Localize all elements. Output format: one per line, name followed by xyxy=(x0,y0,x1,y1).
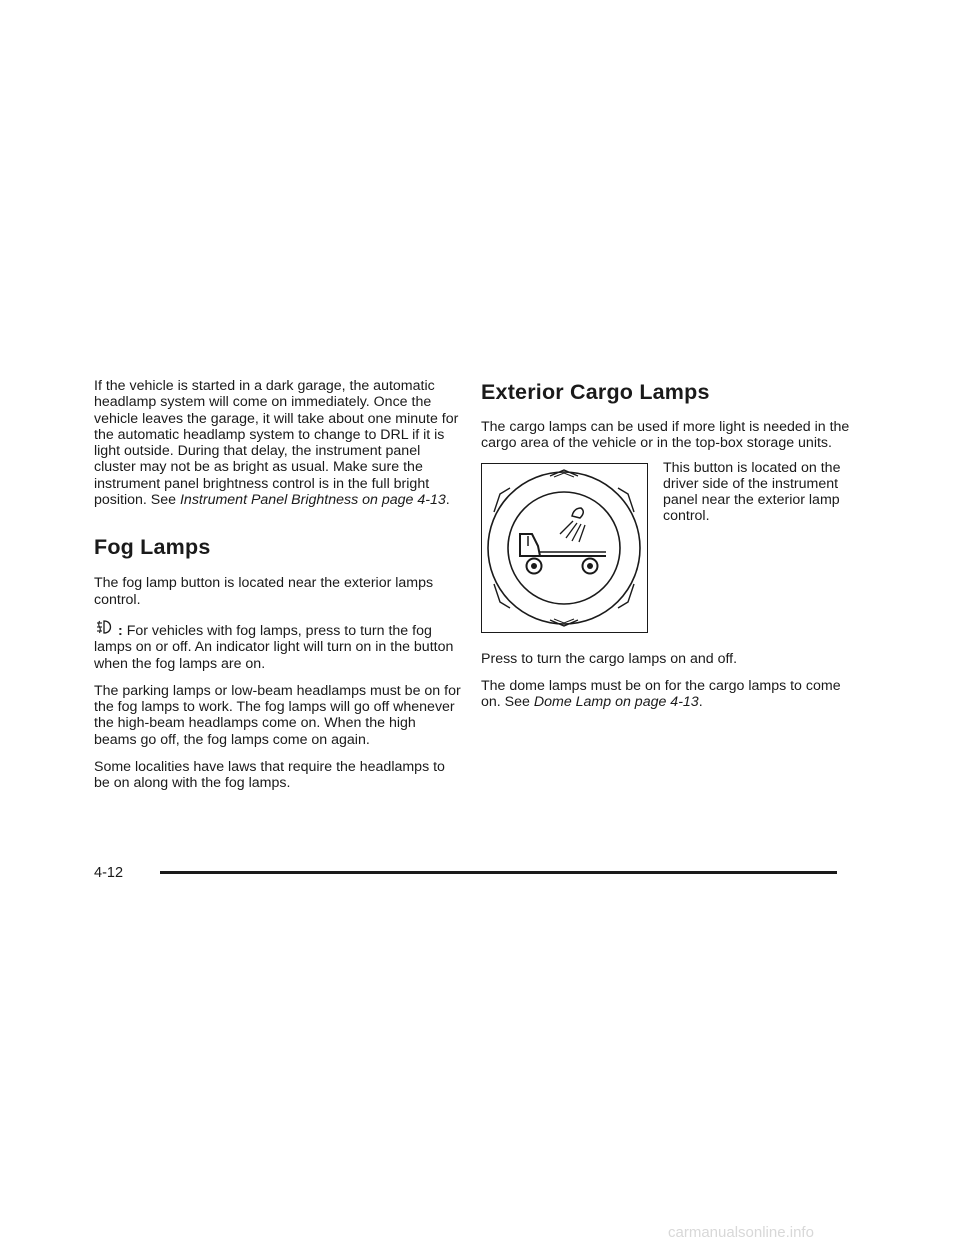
cargo-paragraph-2: Press to turn the cargo lamps on and off. xyxy=(481,650,738,667)
cargo-paragraph-3-end: . xyxy=(698,694,703,711)
cargo-paragraph-1: The cargo lamps can be used if more light is needed in the cargo area of the vehicle or in the top-box storage units. xyxy=(481,419,850,452)
fog-paragraph-2 xyxy=(94,619,462,672)
instrument-panel-brightness-link[interactable]: Instrument Panel Brightness on page 4-13 xyxy=(179,492,446,509)
cargo-paragraph-3-text: The dome lamps must be on for the cargo lamps to come on. See xyxy=(481,677,841,711)
intro-end: . xyxy=(445,492,450,509)
fog-paragraph-1: The fog lamp button is located near the exterior lamps control. xyxy=(94,575,434,608)
right-column xyxy=(481,378,851,721)
fog-lamps-heading: Fog Lamps xyxy=(94,535,211,560)
cargo-lamp-button-figure xyxy=(481,463,648,633)
watermark: carmanualsonline.info xyxy=(668,1224,814,1241)
exterior-cargo-lamps-heading: Exterior Cargo Lamps xyxy=(481,380,710,404)
dome-lamp-link[interactable]: Dome Lamp on page 4-13 xyxy=(533,694,699,711)
intro-paragraph xyxy=(94,378,462,508)
figure-caption: This button is located on the driver side of the instrument panel near the exterior lamp control. xyxy=(663,459,841,525)
fog-paragraph-2-text: For vehicles with fog lamps, press to turn the fog lamps on or off. An indicator light will turn on in the button when the fog lamps are on. xyxy=(94,622,454,672)
fog-paragraph-4: Some localities have laws that require the headlamps to be on along with the fog lamps. xyxy=(94,759,445,792)
fog-colon: : xyxy=(118,622,123,639)
fog-paragraph-3: The parking lamps or low-beam headlamps must be on for the fog lamps to work. The fog lamps will go off whenever the high-beam headlamps come on. When the high beams go off, the fog lamps come on again. xyxy=(94,682,461,748)
cargo-paragraph-3 xyxy=(481,678,851,711)
left-column xyxy=(94,378,462,803)
page-number: 4-12 xyxy=(94,865,124,881)
cargo-figure-row xyxy=(481,459,851,639)
cargo-lamp-button-icon xyxy=(482,464,646,631)
intro-text: If the vehicle is started in a dark garage, the automatic headlamp system will come on immediately. Once the vehicle leaves the garage, it will take about one minute for the automatic headlamp system to change to DRL if it is light outside. During that delay, the instrument panel cluster may not be as bright as usual. Make sure the instrument panel brightness control is in the full bright position. See xyxy=(94,378,459,509)
footer-rule xyxy=(160,871,837,874)
fog-lamp-icon xyxy=(94,619,116,635)
